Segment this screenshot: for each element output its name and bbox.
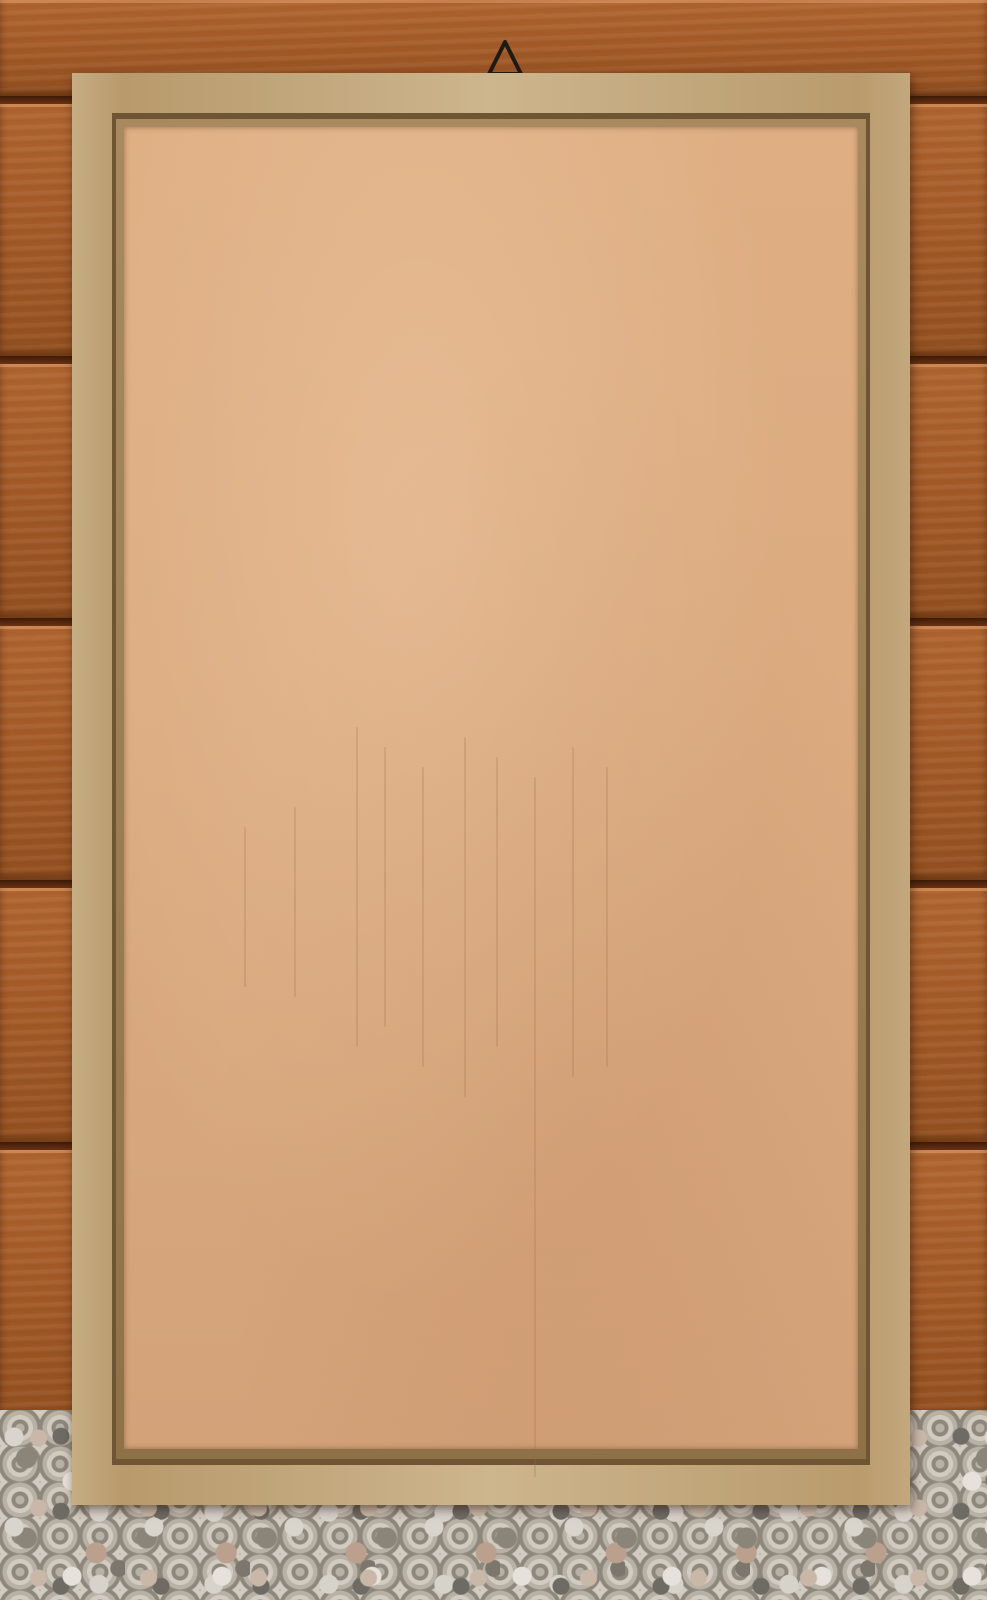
water-stain [422,767,424,1067]
water-stain [244,827,246,987]
water-stain [534,777,536,1477]
water-stain [572,747,574,1077]
picture-frame-back [72,73,910,1505]
cardboard-backing [124,127,858,1449]
water-stain [464,737,466,1097]
water-stain [496,757,498,1047]
water-stain [384,747,386,1027]
water-stain [294,807,296,997]
water-stain [356,727,358,1047]
water-stain [606,767,608,1067]
